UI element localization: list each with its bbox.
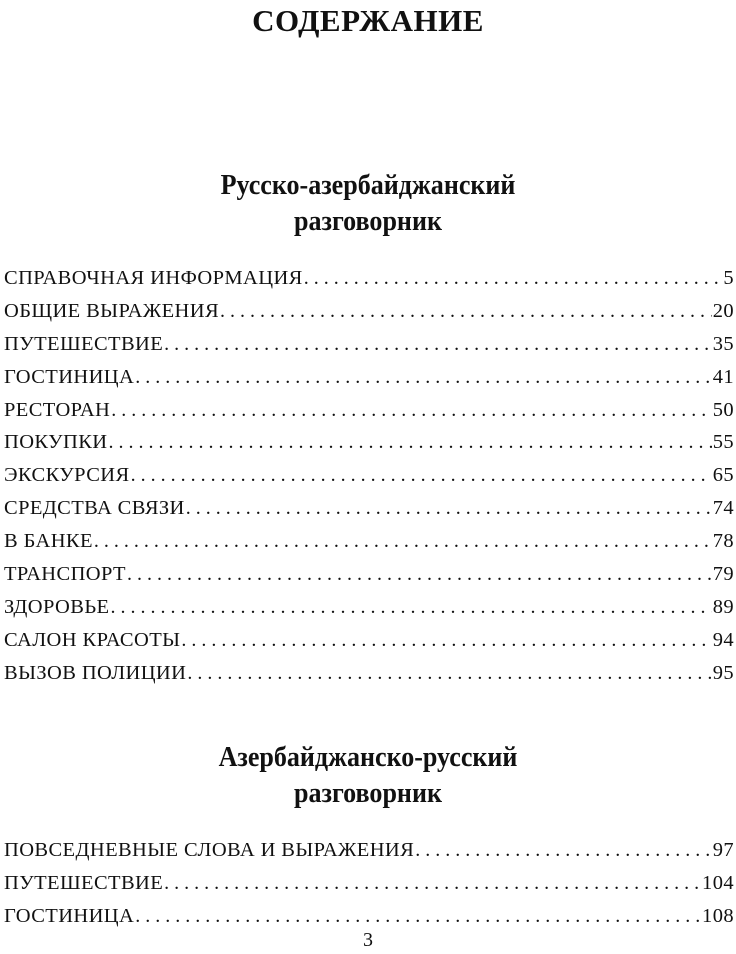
toc-entry[interactable] [4,328,734,361]
dot-leader [131,459,712,492]
dot-leader [135,361,711,394]
toc-entry[interactable] [4,394,734,427]
toc-entry-title: ЭКСКУРСИЯ [4,464,130,487]
dot-leader [164,328,712,361]
toc-entry-page: 95 [712,661,734,684]
toc-entry[interactable] [4,558,734,591]
toc-entry-page: 97 [712,839,734,861]
section-heading-russian-azerbaijani [26,168,710,240]
toc-entry[interactable] [4,262,734,295]
toc-entry-page: 79 [712,563,734,586]
dot-leader [127,558,712,591]
dot-leader [110,591,711,624]
toc-entry[interactable] [4,624,734,657]
toc-entry[interactable] [4,591,734,624]
toc-entry-title: ПОВСЕДНЕВНЫЕ СЛОВА И ВЫРАЖЕНИЯ [4,839,415,861]
dot-leader [181,624,711,657]
page-number: 3 [363,929,373,951]
toc-entry-page: 89 [712,595,734,618]
toc-entry-title: САЛОН КРАСОТЫ [4,628,181,651]
toc-entry[interactable] [4,657,734,690]
toc-entry[interactable] [4,361,734,394]
toc-entry[interactable] [4,867,734,900]
dot-leader [187,657,711,690]
toc-entry-page: 74 [712,497,734,520]
page-title: СОДЕРЖАНИЕ [252,3,484,38]
toc-entry-title: СПРАВОЧНАЯ ИНФОРМАЦИЯ [4,267,303,289]
toc-list-section-2 [4,834,734,933]
toc-entry-page: 41 [712,365,734,388]
toc-entry-title: ПУТЕШЕСТВИЕ [4,871,164,894]
dot-leader [108,426,711,459]
toc-entry-page: 50 [712,398,734,421]
section-heading-line1: Азербайджанско-русский [218,742,518,773]
dot-leader [94,525,712,558]
toc-entry-title: СРЕДСТВА СВЯЗИ [4,497,185,520]
toc-entry[interactable] [4,834,734,867]
toc-entry-title: ГОСТИНИЦА [4,904,135,927]
toc-entry-title: ВЫЗОВ ПОЛИЦИИ [4,661,187,684]
toc-entry-page: 108 [702,904,734,927]
section-heading-azerbaijani-russian [26,740,710,812]
toc-entry-title: ПУТЕШЕСТВИЕ [4,332,164,355]
toc-entry-title: ЗДОРОВЬЕ [4,595,110,618]
dot-leader [415,834,711,867]
toc-entry[interactable] [4,492,734,525]
toc-entry-page: 20 [712,299,734,322]
toc-entry-page: 78 [712,530,734,553]
dot-leader [304,262,723,295]
toc-entry-title: ПОКУПКИ [4,431,108,454]
dot-leader [186,492,712,525]
toc-entry-page: 5 [723,267,734,289]
dot-leader [111,394,711,427]
dot-leader [164,867,701,900]
toc-entry-page: 35 [712,332,734,355]
toc-entry[interactable] [4,525,734,558]
toc-entry-title: РЕСТОРАН [4,398,111,421]
toc-entry[interactable] [4,295,734,328]
section-heading-line2: разговорник [294,206,442,237]
toc-entry-page: 65 [712,464,734,487]
toc-entry[interactable] [4,459,734,492]
toc-entry-title: ГОСТИНИЦА [4,365,135,388]
toc-entry-title: ТРАНСПОРТ [4,563,126,586]
section-heading-line1: Русско-азербайджанский [220,170,516,201]
section-heading-line2: разговорник [294,778,442,809]
toc-list-section-1 [4,262,734,690]
toc-entry-page: 104 [702,871,734,894]
toc-entry-page: 55 [712,431,734,454]
toc-entry[interactable] [4,426,734,459]
dot-leader [220,295,712,328]
toc-entry-page: 94 [712,628,734,651]
toc-entry-title: В БАНКЕ [4,530,93,553]
toc-entry-title: ОБЩИЕ ВЫРАЖЕНИЯ [4,299,220,322]
